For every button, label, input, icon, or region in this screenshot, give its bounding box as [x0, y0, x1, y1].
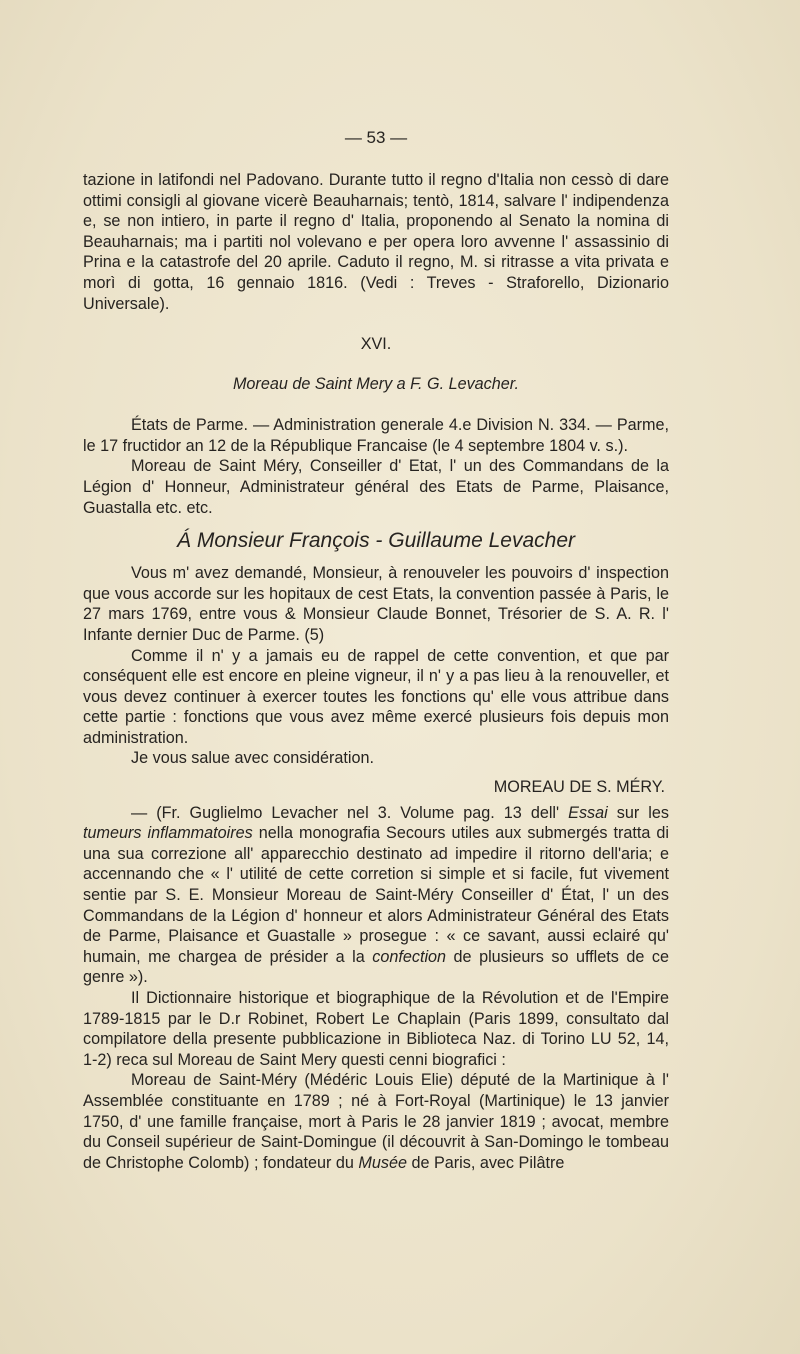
- note-2: Il Dictionnaire historique et biographique de la Révolution et de l'Empire 1789-1815 par le D.r Robinet, Robert Le Chaplain (Paris 1899, consultato dal compilatore della presente pubblicazione in Biblioteca Naz. di Torino LU 52, 14, 1-2) reca sul Moreau de Saint Mery questi cenni biografici :: [83, 989, 669, 1069]
- page-content: [83, 128, 669, 1173]
- note-1-text: sur les: [607, 803, 669, 822]
- letter-addressee: Á Monsieur François - Guillaume Levacher: [177, 529, 575, 553]
- note-1-text: — (Fr. Guglielmo Levacher nel 3. Volume pag. 13 dell': [131, 803, 569, 822]
- intro-paragraph: tazione in latifondi nel Padovano. Durante tutto il regno d'Italia non cessò di dare ottimi consigli al giovane vicerè Beauharnais; tentò, 1814, salvare l' indipendenza e, se non intiero, in parte il regno d' Italia, proponendo al Senato la nomina di Beauharnais; ma i partiti nol volevano e per opera loro avvenne l' assassinio di Prina e la catastrofe del 20 aprile. Caduto il regno, M. si ritrasse a vita privata e morì di gotta, 16 gennaio 1816. (Vedi : Treves - Straforello, Dizionario Universale).: [83, 171, 669, 313]
- letter-body-2: Comme il n' y a jamais eu de rappel de cette convention, et que par conséquent elle est encore en pleine vigneur, il n' y a pas lieu à la renouveller, et vous devez continuer à exercer toutes les fonctions qu' elle vous attribue dans cette partie : fonctions que vous avez même exercé plusieurs fois depuis mon administration.: [83, 646, 669, 747]
- note-3-musee: Musée: [358, 1153, 407, 1172]
- section-subtitle: Moreau de Saint Mery a F. G. Levacher.: [232, 375, 520, 394]
- note-1-confection: confection: [372, 947, 447, 966]
- note-1-tumeurs: tumeurs inflammatoires: [83, 824, 253, 843]
- letter-body-1: Vous m' avez demandé, Monsieur, à renouveler les pouvoirs d' inspection que vous accorde sur les hopitaux de cest Etats, la convention passée à Paris, le 27 mars 1769, entre vous & Monsieur Claude Bonnet, Trésorier de S. A. R. l' Infante dernier Duc de Parme. (5): [83, 564, 669, 644]
- note-1-text: nella monografia Secours utiles aux submergés tratta di una sua correzione all' apparecchio destinato ad impedire il ritorno dell'aria; e accennando che « l' utilité de cette corretion si simple et si facile, fut vivement sentie par S. E. Monsieur Moreau de Saint-Méry Conseiller d' État, l' un des Commandans de la Légion d' honneur et alors Administrateur Général des Etats de Parme, Plaisance et Guastalle » prosegue : « ce savant, aussi eclairé qu' humain, me chargea de présider a la: [83, 824, 670, 966]
- section-heading: XVI.: [360, 335, 392, 354]
- note-1: [83, 803, 669, 988]
- page-number: — 53 —: [344, 128, 408, 147]
- note-3-text: Moreau de Saint-Méry (Médéric Louis Elie) député de la Martinique à l' Assemblée constituante en 1789 ; né à Fort-Royal (Martinique) le 13 janvier 1750, d' une famille française, mort à Paris le 28 janvier 1819 ; avocat, membre du Conseil supérieur de Saint-Domingue (il découvrit à San-Domingo le tombeau de Christophe Colomb) ; fondateur du: [83, 1071, 669, 1172]
- letter-header-2: Moreau de Saint Méry, Conseiller d' Etat, l' un des Commandans de la Légion d' Honneur, Administrateur général des Etats de Parme, Plaisance, Guastalla etc. etc.: [83, 457, 669, 517]
- note-1-text: de plusieurs so ufflets de ce genre »).: [83, 947, 669, 987]
- letter-closing: Je vous salue avec considération.: [131, 749, 374, 768]
- signature: MOREAU DE S. MÉRY.: [493, 778, 665, 797]
- note-3-text: de Paris, avec Pilâtre: [406, 1153, 565, 1172]
- letter-header-1: États de Parme. — Administration generale 4.e Division N. 334. — Parme, le 17 fructidor an 12 de la République Francaise (le 4 septembre 1804 v. s.).: [83, 416, 669, 455]
- note-3: [83, 1070, 669, 1173]
- note-1-essai: Essai: [568, 803, 608, 822]
